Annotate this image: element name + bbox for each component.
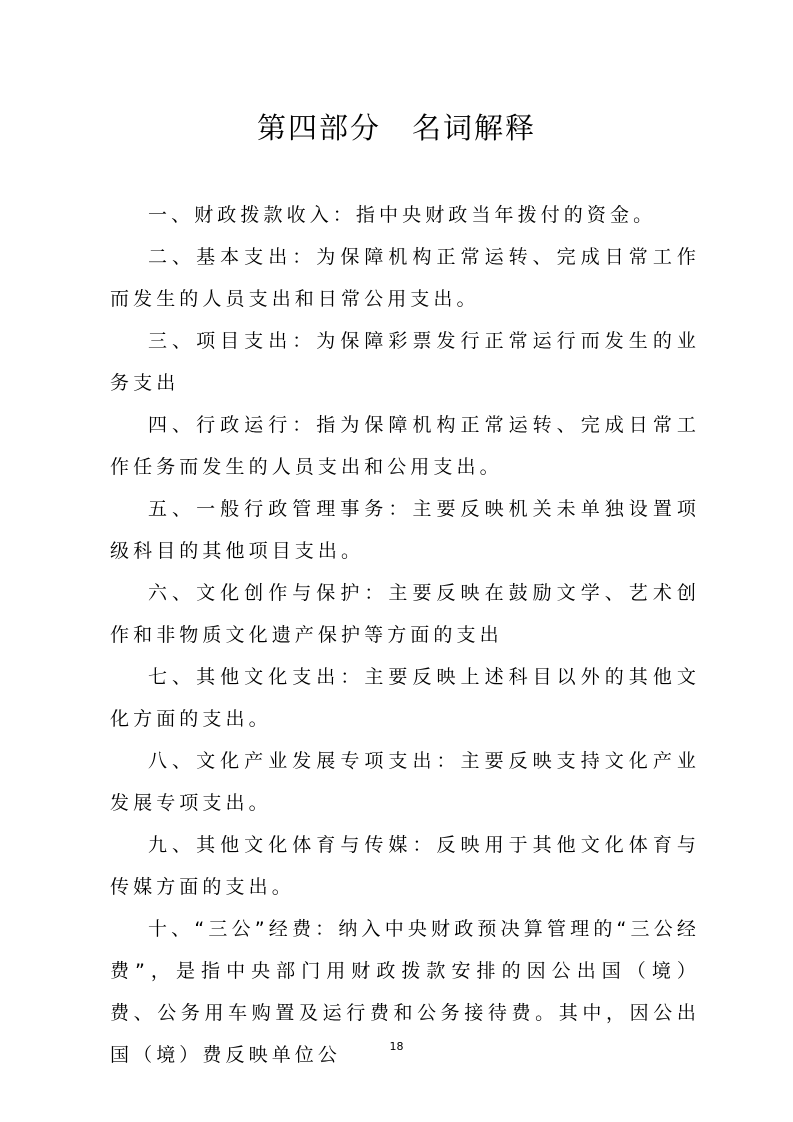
page-title: 第四部分 名词解释	[256, 111, 536, 145]
definition-paragraph: 六、文化创作与保护：主要反映在鼓励文学、艺术创作和非物质文化遗产保护等方面的支出	[110, 582, 700, 646]
definition-paragraph: 二、基本支出：为保障机构正常运转、完成日常工作而发生的人员支出和日常公用支出。	[110, 246, 700, 310]
definition-paragraph: 九、其他文化体育与传媒：反映用于其他文化体育与传媒方面的支出。	[110, 834, 700, 898]
definition-paragraph: 四、行政运行：指为保障机构正常运转、完成日常工作任务而发生的人员支出和公用支出。	[110, 414, 700, 478]
definition-paragraph: 七、其他文化支出：主要反映上述科目以外的其他文化方面的支出。	[110, 666, 700, 730]
definition-paragraph: 五、一般行政管理事务：主要反映机关未单独设置项级科目的其他项目支出。	[110, 498, 700, 562]
definitions-body	[110, 194, 700, 1076]
definition-paragraph: 一、财政拨款收入：指中央财政当年拨付的资金。	[148, 204, 657, 226]
page-number: 18	[389, 1040, 404, 1053]
definition-paragraph: 八、文化产业发展专项支出：主要反映支持文化产业发展专项支出。	[110, 750, 700, 814]
definition-paragraph: 十、“三公”经费：纳入中央财政预决算管理的“三公经费”，是指中央部门用财政拨款安排的因公出国（境）费、公务用车购置及运行费和公务接待费。其中，因公出国（境）费反映单位公	[110, 918, 700, 1066]
definition-paragraph: 三、项目支出：为保障彩票发行正常运行而发生的业务支出	[110, 330, 700, 394]
